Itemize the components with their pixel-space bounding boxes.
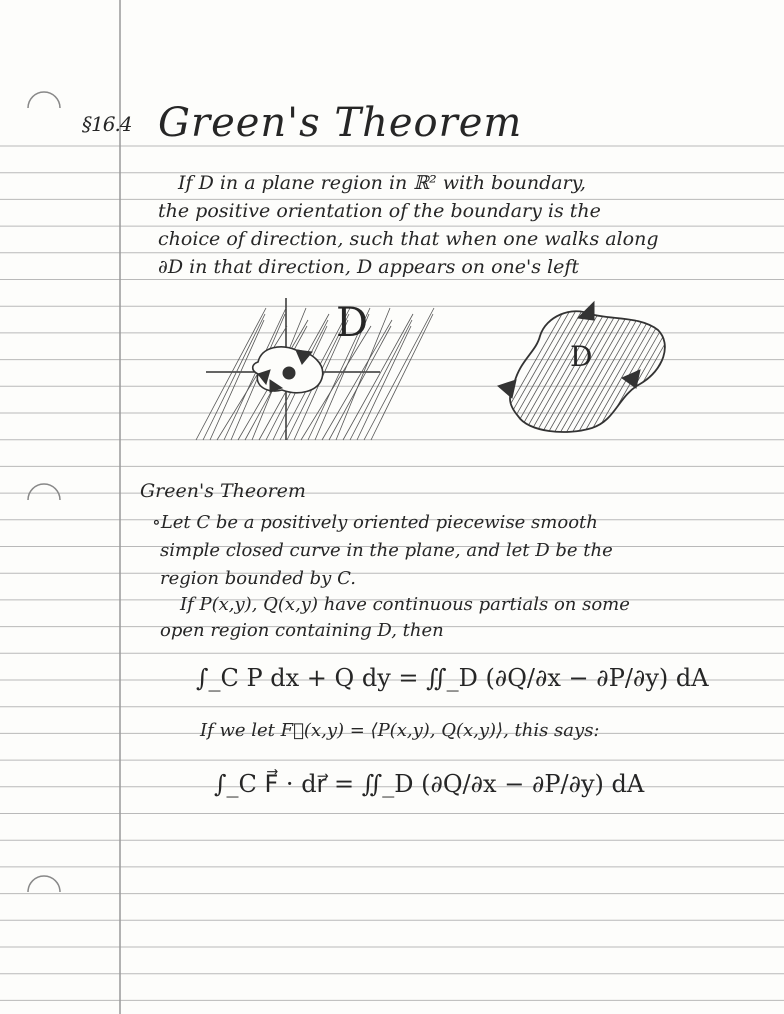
theorem-line: open region containing D, then (160, 620, 444, 641)
vector-field-line: If we let F⃗(x,y) = ⟨P(x,y), Q(x,y)⟩, this says: (200, 720, 600, 741)
theorem-heading: Green's Theorem (140, 480, 306, 502)
left-figure (196, 298, 434, 440)
hatch-stroke (658, 300, 738, 440)
figure-label-left: D (336, 300, 369, 346)
figure-label-right: D (570, 340, 593, 373)
intro-line: ∂D in that direction, D appears on one's left (158, 256, 580, 278)
theorem-line: region bounded by C. (160, 568, 356, 589)
theorem-line: If P(x,y), Q(x,y) have continuous partials on some (180, 594, 630, 615)
vector-formula: ∫_C F⃗ · dr⃗ = ∬_D (∂Q/∂x − ∂P/∂y) dA (214, 770, 645, 798)
hatch-stroke (688, 300, 768, 440)
hatch-stroke (664, 300, 744, 440)
hatch-stroke (682, 300, 762, 440)
theorem-line: ∘Let C be a positively oriented piecewise smooth (152, 512, 598, 533)
page-title: Green's Theorem (158, 100, 523, 146)
hatch-stroke (556, 300, 636, 440)
right-figure (490, 300, 780, 440)
hatch-stroke (670, 300, 750, 440)
hatch-stroke (640, 300, 720, 440)
hatch-stroke (676, 300, 756, 440)
greens-formula: ∫_C P dx + Q dy = ∬_D (∂Q/∂x − ∂P/∂y) dA (196, 664, 709, 692)
hatch-stroke (634, 300, 714, 440)
intro-line: choice of direction, such that when one walks along (158, 228, 659, 250)
theorem-line: simple closed curve in the plane, and let D be the (160, 540, 613, 561)
hatch-stroke (586, 300, 666, 440)
hatch-stroke (592, 300, 672, 440)
hatch-stroke (652, 300, 732, 440)
hatch-stroke (490, 300, 570, 440)
hatch-stroke (364, 308, 434, 440)
hatch-stroke (646, 300, 726, 440)
hatch-stroke (526, 300, 606, 440)
intro-line: the positive orientation of the boundary is the (158, 200, 601, 222)
punch-hole (28, 484, 60, 500)
hatch-stroke (610, 300, 690, 440)
punch-hole (28, 92, 60, 108)
hatch-stroke (694, 300, 774, 440)
hatch-stroke (700, 300, 780, 440)
hatch-stroke (604, 300, 684, 440)
punch-hole (28, 876, 60, 892)
intro-line: If D in a plane region in ℝ² with boundary, (178, 172, 586, 194)
hatch-stroke (210, 320, 264, 440)
hatch-stroke (496, 300, 576, 440)
section-number: §16.4 (82, 112, 132, 136)
